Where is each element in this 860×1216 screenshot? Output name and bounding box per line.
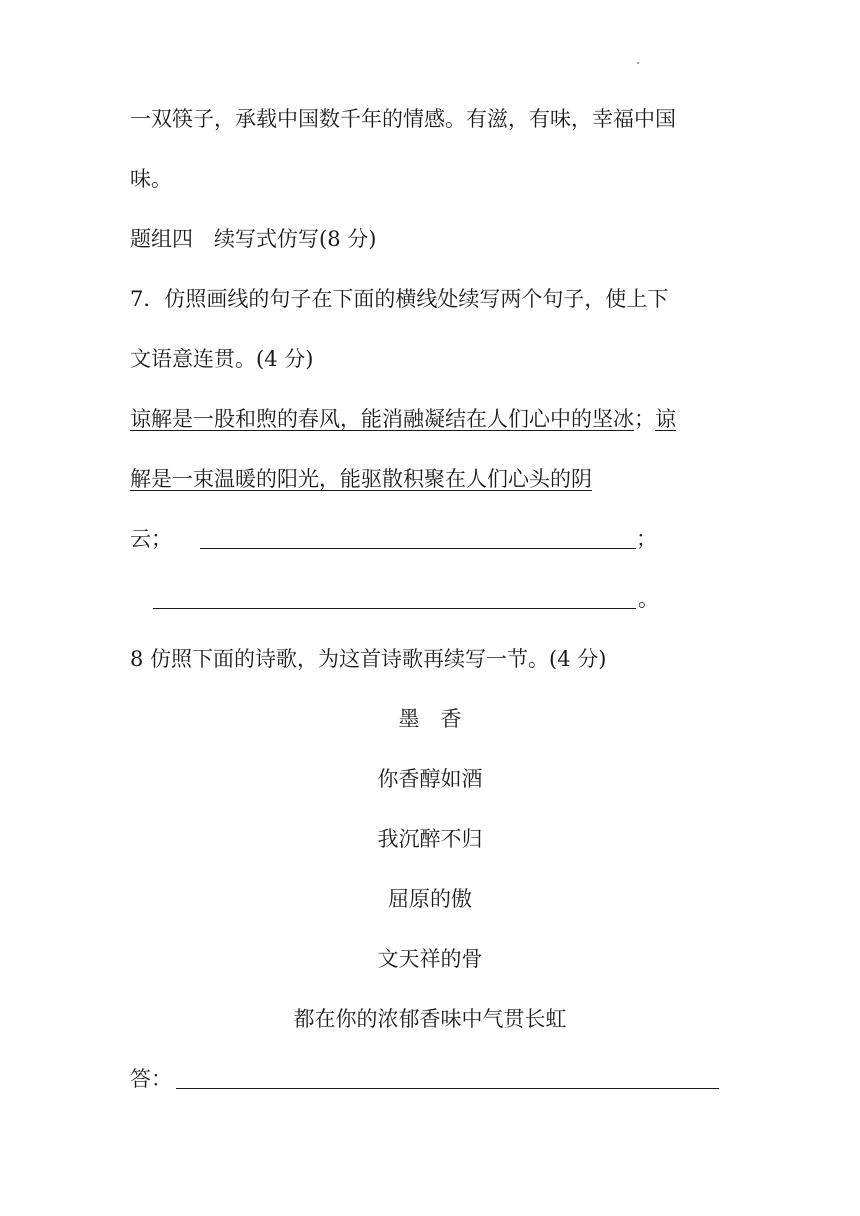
q7-underlined-line-1 (130, 404, 676, 434)
poem-line-1: 你香醇如酒 (377, 767, 483, 791)
poem-line-4: 文天祥的骨 (377, 947, 483, 971)
q7-blank-1-end: ； (636, 527, 657, 551)
poem-line-3: 屈原的傲 (388, 887, 472, 911)
q7-semicolon: ； (634, 407, 655, 431)
q8-answer-blank[interactable] (176, 1088, 719, 1089)
q7-underlined-line-2 (130, 464, 592, 494)
q7-underlined-sentence-2-start: 谅 (655, 407, 676, 431)
q7-answer-blank-2[interactable] (153, 608, 636, 609)
paragraph-line-1: 一双筷子，承载中国数千年的情感。有滋，有味，幸福中国 (130, 107, 676, 131)
poem-title: 墨 香 (398, 707, 462, 731)
q7-line-3-start: 云； (130, 527, 172, 551)
q8-prompt: 8 仿照下面的诗歌，为这首诗歌再续写一节。(4 分) (130, 647, 607, 671)
page-mark (637, 62, 639, 64)
poem-line-5: 都在你的浓郁香味中气贯长虹 (293, 1007, 567, 1031)
q7-blank-2-end: 。 (638, 587, 659, 611)
q7-answer-blank-1[interactable] (200, 548, 636, 549)
answer-label: 答： (130, 1067, 172, 1091)
paragraph-line-2: 味。 (130, 167, 172, 191)
q7-prompt-line-1: 7．仿照画线的句子在下面的横线处续写两个句子，使上下 (130, 287, 669, 311)
q7-underlined-sentence-2: 解是一束温暖的阳光，能驱散积聚在人们心头的阴 (130, 467, 592, 491)
poem-line-2: 我沉醉不归 (377, 827, 483, 851)
q7-prompt-line-2: 文语意连贯。(4 分) (130, 347, 314, 371)
section-heading: 题组四 续写式仿写(8 分) (130, 227, 377, 251)
q7-underlined-sentence-1: 谅解是一股和煦的春风，能消融凝结在人们心中的坚冰 (130, 407, 634, 431)
